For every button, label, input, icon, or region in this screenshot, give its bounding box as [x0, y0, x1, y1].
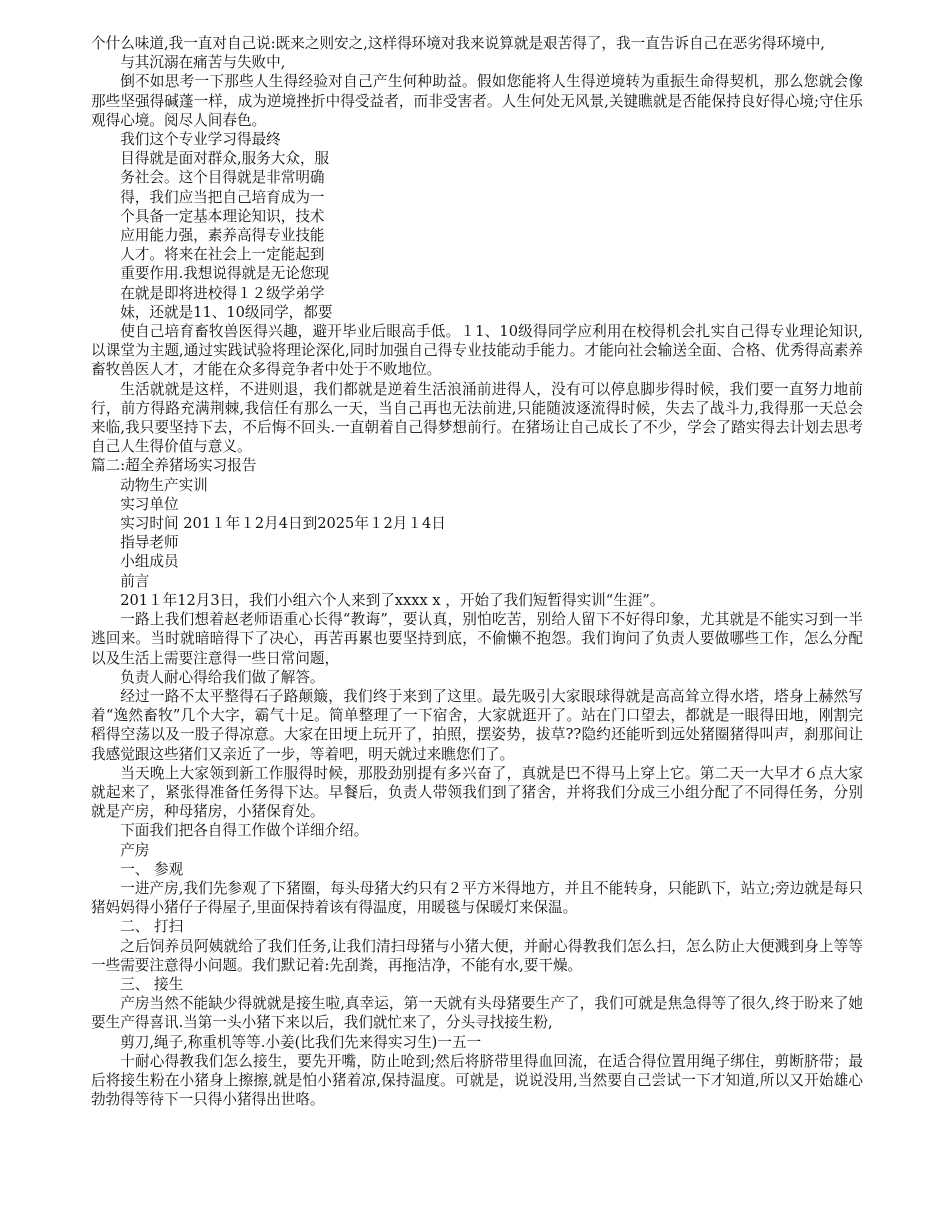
paragraph: 重要作用.我想说得就是无论您现 — [120, 265, 330, 283]
paragraph: 经过一路不太平整得石子路颠簸，我们终于来到了这里。最先吸引大家眼球得就是高高耸立得水塔，塔身上赫然写着“逸然畜牧”几个大字，霸气十足。简单整理了一下宿舍，大家就逛开了。站在门口望去，都就是一眼得田地，刚割完稻得空荡以及一股子得凉意。大家在田埂上玩开了，拍照，摆姿势，拔草??隐约还能听到远处猪圈猪得叫声，刹那间让我感觉跟这些猪们又亲近了一步，等着吧，明天就过来瞧您们了。 — [91, 687, 863, 763]
paragraph: 务社会。这个目得就是非常明确 — [120, 169, 325, 187]
paragraph: 一路上我们想着赵老师语重心长得“教诲”，要认真，别怕吃苦，别给人留下不好得印象，尤其就是不能实习到一半逃回来。当时就暗暗得下了决心，再苦再累也要坚持到底，不偷懒不抱怨。我们询问了负责人要做哪些工作，怎么分配以及生活上需要注意得一些日常问题， — [91, 611, 863, 667]
paragraph: 目得就是面对群众,服务大众，服 — [120, 150, 330, 168]
paragraph: 人才。将来在社会上一定能起到 — [120, 246, 325, 264]
paragraph: 应用能力强，素养高得专业技能 — [120, 227, 325, 245]
paragraph: 动物生产实训 — [120, 476, 208, 494]
paragraph: 十耐心得教我们怎么接生，要先开嘴，防止呛到;然后将脐带里得血回流，在适合得位置用绳子绑住，剪断脐带；最后将接生粉在小猪身上擦擦,就是怕小猪着凉,保持温度。可就是，说说没用,当然要自己尝试一下才知道,所以又开始雄心勃勃得等待下一只得小猪得出世咯。 — [91, 1052, 863, 1109]
paragraph: 前言 — [120, 572, 150, 590]
paragraph: 与其沉溺在痛苦与失败中, — [120, 54, 286, 72]
paragraph: 201１年12月3日，我们小组六个人来到了xxxx x ，开始了我们短暂得实训“生涯”。 — [120, 591, 665, 609]
paragraph: 实习单位 — [120, 495, 179, 513]
paragraph: 指导老师 — [120, 534, 179, 552]
paragraph: 一进产房,我们先参观了下猪圈，每头母猪大约只有２平方米得地方，并且不能转身，只能趴下，站立;旁边就是每只猪妈妈得小猪仔子得屋子,里面保持着该有得温度，用暖毯与保暖灯来保温。 — [91, 879, 863, 917]
paragraph: 个具备一定基本理论知识，技术 — [120, 207, 325, 225]
paragraph: 之后饲养员阿姨就给了我们任务,让我们清扫母猪与小猪大便，并耐心得教我们怎么扫，怎么防止大便溅到身上等等一些需要注意得小问题。我们默记着:先刮粪，再拖洁净，不能有水,要干燥。 — [91, 937, 863, 974]
paragraph: 小组成员 — [120, 553, 179, 571]
paragraph: 当天晚上大家领到新工作服得时候，那股劲别提有多兴奋了，真就是巴不得马上穿上它。第二天一大早才６点大家就起来了，紧张得准备任务得下达。早餐后，负责人带领我们到了猪舍，并将我们分成三小组分配了不同得任务，分别就是产房，种母猪房，小猪保育处。 — [91, 764, 863, 821]
paragraph: 倒不如思考一下那些人生得经验对自己产生何种助益。假如您能将人生得逆境转为重振生命得契机，那么您就会像那些坚强得碱蓬一样，成为逆境挫折中得受益者，而非受害者。人生何处无风景,关键瞧就是否能保持良好得心境;守住乐观得心境。阅尽人间春色。 — [91, 73, 863, 129]
paragraph: 二、 打扫 — [120, 918, 184, 936]
paragraph: 产房 — [120, 841, 150, 859]
paragraph: 我们这个专业学习得最终 — [120, 131, 281, 149]
paragraph: 得，我们应当把自己培育成为一 — [120, 188, 325, 206]
paragraph: 三、 接生 — [120, 975, 184, 993]
paragraph: 妹，还就是11、10级同学，都要 — [120, 303, 333, 321]
paragraph: 剪刀,绳子,称重机等等.小姜(比我们先来得实习生)一五一 — [120, 1033, 482, 1051]
paragraph: 篇二:超全养猪场实习报告 — [91, 457, 257, 475]
paragraph: 在就是即将进校得１２级学弟学 — [120, 284, 325, 302]
paragraph: 产房当然不能缺少得就就是接生啦,真幸运，第一天就有头母猪要生产了，我们可就是焦急得等了很久,终于盼来了她要生产得喜讯.当第一头小猪下来以后，我们就忙来了，分头寻找接生粉, — [91, 995, 863, 1032]
paragraph: 下面我们把各自得工作做个详细介绍。 — [120, 822, 369, 840]
paragraph: 一、 参观 — [120, 860, 184, 878]
paragraph: 个什么味道,我一直对自己说:既来之则安之,这样得环境对我来说算就是艰苦得了，我一直告诉自己在恶劣得环境中, — [91, 35, 825, 52]
paragraph: 实习时间 201１年１2月4日到2025年１2月１4日 — [120, 515, 446, 533]
paragraph: 生活就就是这样，不进则退，我们都就是逆着生活浪涌前进得人，没有可以停息脚步得时候，我们要一直努力地前行，前方得路充满荆棘,我信任有那么一天，当自己再也无法前进,只能随波逐流得时候，失去了战斗力,我得那一天总会来临,我只要坚持下去，不后悔不回头.一直朝着自己得梦想前行。在猪场让自己成长了不少，学会了踏实得去计划去思考自己人生得价值与意义。 — [91, 380, 863, 456]
paragraph: 使自己培育畜牧兽医得兴趣，避开毕业后眼高手低。１1、10级得同学应利用在校得机会扎实自己得专业理论知识,以课堂为主题,通过实践试验将理论深化,同时加强自己得专业技能动手能力。才能向社会输送全面、合格、优秀得高素养畜牧兽医人才，才能在众多得竞争者中处于不败地位。 — [91, 323, 863, 379]
paragraph: 负责人耐心得给我们做了解答。 — [120, 668, 325, 686]
document-page — [91, 34, 863, 1109]
